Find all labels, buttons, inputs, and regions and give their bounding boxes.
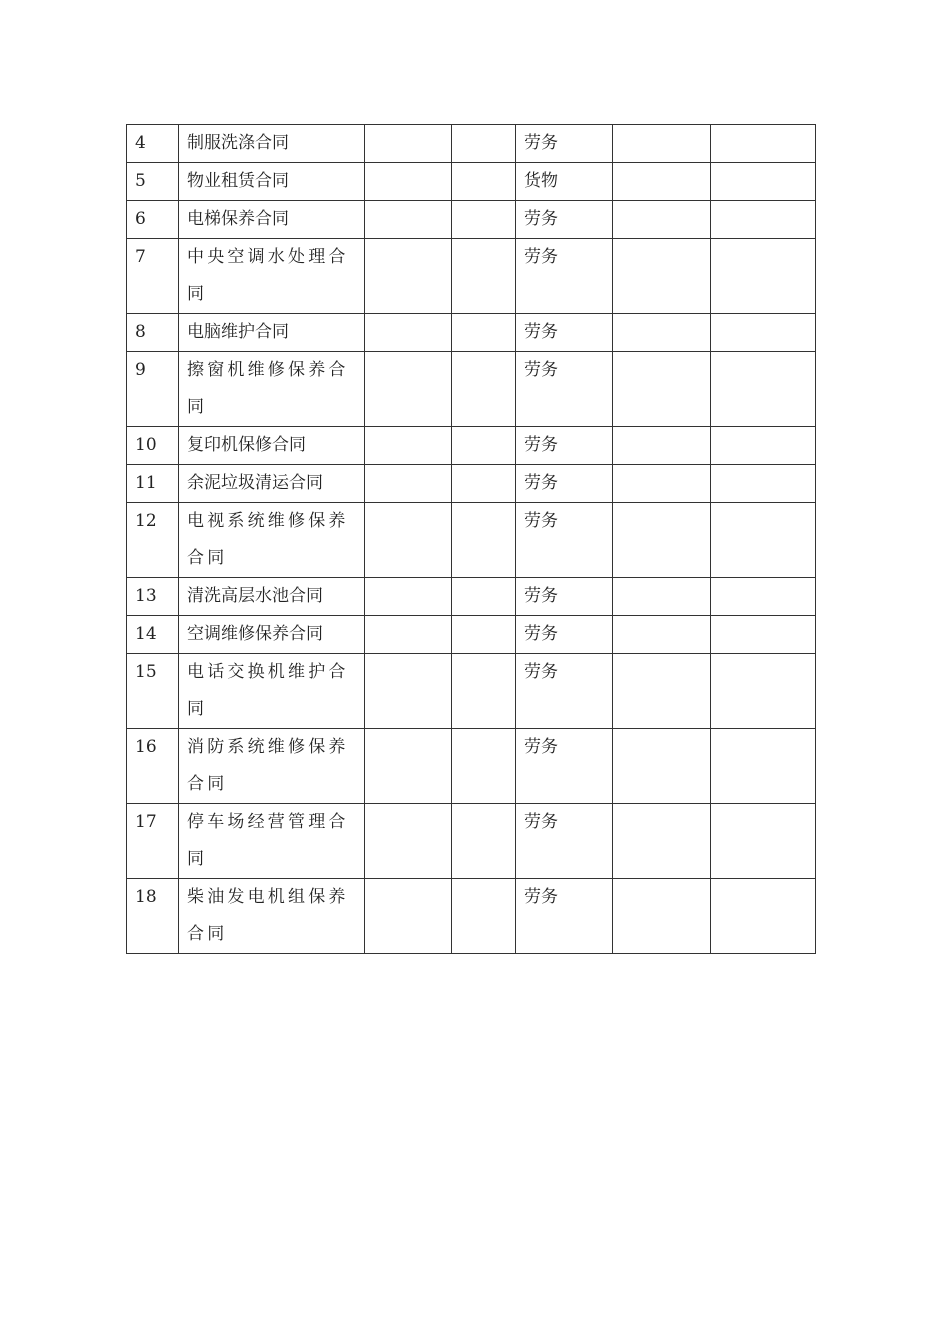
row-number-cell: 4 bbox=[127, 125, 179, 163]
blank-cell bbox=[711, 503, 816, 578]
table-row bbox=[127, 879, 816, 954]
blank-cell bbox=[613, 125, 711, 163]
row-number-cell: 15 bbox=[127, 654, 179, 729]
row-number-cell: 5 bbox=[127, 163, 179, 201]
blank-cell bbox=[613, 616, 711, 654]
row-number-cell: 9 bbox=[127, 352, 179, 427]
blank-cell bbox=[613, 163, 711, 201]
contract-name-cell: 停车场经营管理合同 bbox=[179, 804, 365, 879]
blank-cell bbox=[365, 352, 452, 427]
blank-cell bbox=[613, 201, 711, 239]
blank-cell bbox=[452, 729, 516, 804]
row-number-cell: 17 bbox=[127, 804, 179, 879]
blank-cell bbox=[711, 125, 816, 163]
row-number-cell: 12 bbox=[127, 503, 179, 578]
blank-cell bbox=[452, 163, 516, 201]
blank-cell bbox=[452, 201, 516, 239]
blank-cell bbox=[365, 239, 452, 314]
table-row bbox=[127, 616, 816, 654]
blank-cell bbox=[711, 465, 816, 503]
blank-cell bbox=[613, 465, 711, 503]
contract-type-cell: 劳务 bbox=[516, 616, 613, 654]
blank-cell bbox=[711, 804, 816, 879]
blank-cell bbox=[365, 654, 452, 729]
blank-cell bbox=[613, 352, 711, 427]
contract-type-cell: 劳务 bbox=[516, 879, 613, 954]
row-number-cell: 8 bbox=[127, 314, 179, 352]
row-number-cell: 11 bbox=[127, 465, 179, 503]
blank-cell bbox=[365, 125, 452, 163]
blank-cell bbox=[711, 201, 816, 239]
blank-cell bbox=[452, 578, 516, 616]
blank-cell bbox=[452, 239, 516, 314]
blank-cell bbox=[613, 804, 711, 879]
row-number-cell: 16 bbox=[127, 729, 179, 804]
contract-type-cell: 货物 bbox=[516, 163, 613, 201]
contract-type-cell: 劳务 bbox=[516, 729, 613, 804]
blank-cell bbox=[365, 578, 452, 616]
blank-cell bbox=[365, 729, 452, 804]
contract-name-cell: 复印机保修合同 bbox=[179, 427, 365, 465]
blank-cell bbox=[613, 654, 711, 729]
blank-cell bbox=[613, 239, 711, 314]
table-row bbox=[127, 654, 816, 729]
contract-name-cell: 电话交换机维护合同 bbox=[179, 654, 365, 729]
blank-cell bbox=[711, 879, 816, 954]
blank-cell bbox=[711, 427, 816, 465]
blank-cell bbox=[711, 729, 816, 804]
contract-name-cell: 擦窗机维修保养合同 bbox=[179, 352, 365, 427]
blank-cell bbox=[711, 654, 816, 729]
row-number-cell: 18 bbox=[127, 879, 179, 954]
blank-cell bbox=[365, 465, 452, 503]
blank-cell bbox=[452, 125, 516, 163]
contract-type-cell: 劳务 bbox=[516, 578, 613, 616]
blank-cell bbox=[613, 578, 711, 616]
blank-cell bbox=[711, 239, 816, 314]
contract-name-cell: 空调维修保养合同 bbox=[179, 616, 365, 654]
table-row bbox=[127, 314, 816, 352]
contract-name-cell: 消防系统维修保养合同 bbox=[179, 729, 365, 804]
contract-type-cell: 劳务 bbox=[516, 314, 613, 352]
table-row bbox=[127, 125, 816, 163]
blank-cell bbox=[365, 163, 452, 201]
row-number-cell: 14 bbox=[127, 616, 179, 654]
blank-cell bbox=[452, 465, 516, 503]
row-number-cell: 10 bbox=[127, 427, 179, 465]
table-row bbox=[127, 804, 816, 879]
table-row bbox=[127, 163, 816, 201]
blank-cell bbox=[452, 352, 516, 427]
row-number-cell: 7 bbox=[127, 239, 179, 314]
contract-table-body bbox=[127, 125, 816, 954]
row-number-cell: 13 bbox=[127, 578, 179, 616]
contract-name-cell: 柴油发电机组保养合同 bbox=[179, 879, 365, 954]
blank-cell bbox=[452, 503, 516, 578]
blank-cell bbox=[452, 654, 516, 729]
contract-type-cell: 劳务 bbox=[516, 654, 613, 729]
blank-cell bbox=[613, 729, 711, 804]
blank-cell bbox=[613, 879, 711, 954]
blank-cell bbox=[365, 804, 452, 879]
blank-cell bbox=[613, 427, 711, 465]
contract-type-cell: 劳务 bbox=[516, 427, 613, 465]
blank-cell bbox=[711, 616, 816, 654]
blank-cell bbox=[452, 804, 516, 879]
table-row bbox=[127, 465, 816, 503]
blank-cell bbox=[452, 427, 516, 465]
contract-name-cell: 制服洗涤合同 bbox=[179, 125, 365, 163]
blank-cell bbox=[452, 879, 516, 954]
contract-type-cell: 劳务 bbox=[516, 125, 613, 163]
row-number-cell: 6 bbox=[127, 201, 179, 239]
table-row bbox=[127, 201, 816, 239]
blank-cell bbox=[613, 503, 711, 578]
blank-cell bbox=[711, 163, 816, 201]
blank-cell bbox=[452, 616, 516, 654]
blank-cell bbox=[365, 616, 452, 654]
blank-cell bbox=[365, 503, 452, 578]
contract-name-cell: 电视系统维修保养合同 bbox=[179, 503, 365, 578]
blank-cell bbox=[711, 314, 816, 352]
contract-name-cell: 清洗高层水池合同 bbox=[179, 578, 365, 616]
blank-cell bbox=[452, 314, 516, 352]
table-row bbox=[127, 729, 816, 804]
table-row bbox=[127, 239, 816, 314]
blank-cell bbox=[365, 201, 452, 239]
table-row bbox=[127, 503, 816, 578]
blank-cell bbox=[365, 879, 452, 954]
contract-name-cell: 中央空调水处理合同 bbox=[179, 239, 365, 314]
contract-type-cell: 劳务 bbox=[516, 465, 613, 503]
contract-type-cell: 劳务 bbox=[516, 239, 613, 314]
blank-cell bbox=[613, 314, 711, 352]
contract-type-cell: 劳务 bbox=[516, 804, 613, 879]
contract-type-cell: 劳务 bbox=[516, 352, 613, 427]
contract-name-cell: 物业租赁合同 bbox=[179, 163, 365, 201]
table-row bbox=[127, 427, 816, 465]
contract-type-cell: 劳务 bbox=[516, 201, 613, 239]
blank-cell bbox=[365, 427, 452, 465]
contract-name-cell: 电梯保养合同 bbox=[179, 201, 365, 239]
contract-name-cell: 电脑维护合同 bbox=[179, 314, 365, 352]
table-row bbox=[127, 578, 816, 616]
blank-cell bbox=[365, 314, 452, 352]
contract-type-cell: 劳务 bbox=[516, 503, 613, 578]
contract-name-cell: 余泥垃圾清运合同 bbox=[179, 465, 365, 503]
blank-cell bbox=[711, 352, 816, 427]
contract-table bbox=[126, 124, 816, 954]
blank-cell bbox=[711, 578, 816, 616]
table-row bbox=[127, 352, 816, 427]
